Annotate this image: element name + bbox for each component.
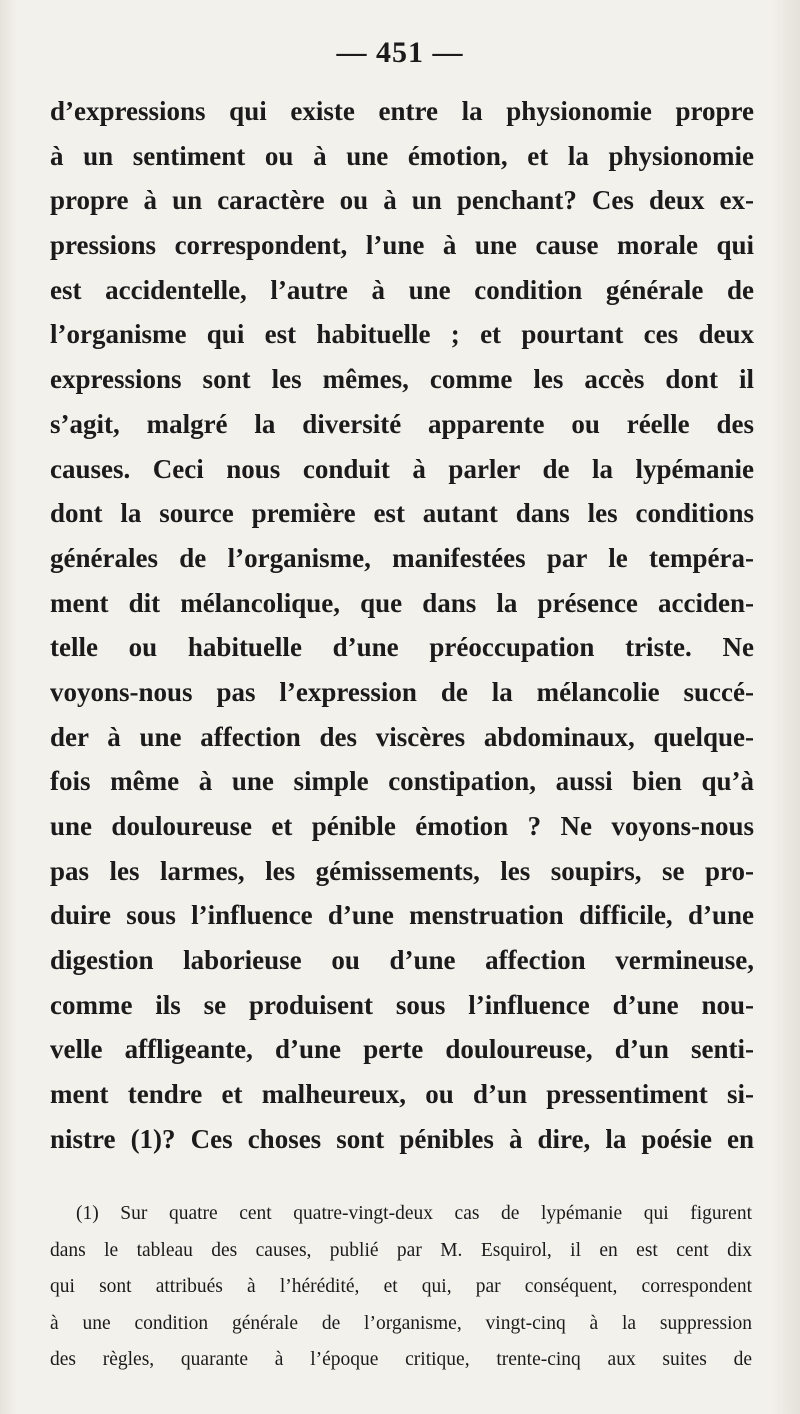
- text-line: l’organisme qui est habituelle ; et pourtant ces deux: [50, 319, 754, 350]
- footnote-line: (1) Sur quatre cent quatre-vingt-deux cas de lypémanie qui figurent: [76, 1203, 752, 1224]
- text-line: d’expressions qui existe entre la physionomie propre: [50, 96, 754, 126]
- text-line: digestion laborieuse ou d’une affection vermineuse,: [50, 945, 754, 976]
- text-line: causes. Ceci nous conduit à parler de la lypémanie: [50, 453, 754, 484]
- text-line: telle ou habituelle d’une préoccupation triste. Ne: [50, 632, 754, 663]
- text-line: ment dit mélancolique, que dans la présence acciden-: [50, 587, 754, 618]
- text-line: pressions correspondent, l’une à une cause morale qui: [50, 230, 754, 261]
- main-text: [50, 89, 754, 1162]
- footnote-line: qui sont attribués à l’hérédité, et qui, par conséquent, correspondent: [50, 1276, 752, 1297]
- footnote-line: des règles, quarante à l’époque critique, trente-cinq aux suites de: [50, 1349, 752, 1370]
- text-line: propre à un caractère ou à un penchant? Ces deux ex-: [50, 185, 754, 216]
- footnote-line: à une condition générale de l’organisme, vingt-cinq à la suppression: [50, 1312, 752, 1334]
- text-line: générales de l’organisme, manifestées par le tempéra-: [50, 542, 754, 573]
- text-line: duire sous l’influence d’une menstruation difficile, d’une: [50, 900, 754, 931]
- text-line: une douloureuse et pénible émotion ? Ne voyons-nous: [50, 811, 754, 841]
- text-line: expressions sont les mêmes, comme les accès dont il: [50, 364, 754, 395]
- text-line: est accidentelle, l’autre à une condition générale de: [50, 274, 754, 305]
- text-line: comme ils se produisent sous l’influence d’une nou-: [50, 989, 754, 1020]
- text-line: à un sentiment ou à une émotion, et la physionomie: [50, 140, 754, 171]
- text-line: velle affligeante, d’une perte douloureuse, d’un senti-: [50, 1034, 754, 1065]
- text-line: s’agit, malgré la diversité apparente ou réelle des: [50, 408, 754, 439]
- text-line: pas les larmes, les gémissements, les soupirs, se pro-: [50, 855, 754, 886]
- text-line: fois même à une simple constipation, aussi bien qu’à: [50, 766, 754, 797]
- text-line: ment tendre et malheureux, ou d’un pressentiment si-: [50, 1079, 754, 1110]
- text-line: der à une affection des viscères abdominaux, quelque-: [50, 721, 754, 752]
- footnote-line: dans le tableau des causes, publié par M. Esquirol, il en est cent dix: [50, 1239, 752, 1261]
- text-line: voyons-nous pas l’expression de la mélancolie succé-: [50, 676, 754, 707]
- page-number: — 451 —: [336, 36, 464, 69]
- text-line: dont la source première est autant dans les conditions: [50, 498, 754, 529]
- text-line: nistre (1)? Ces choses sont pénibles à dire, la poésie en: [50, 1123, 754, 1154]
- footnote: [50, 1196, 752, 1379]
